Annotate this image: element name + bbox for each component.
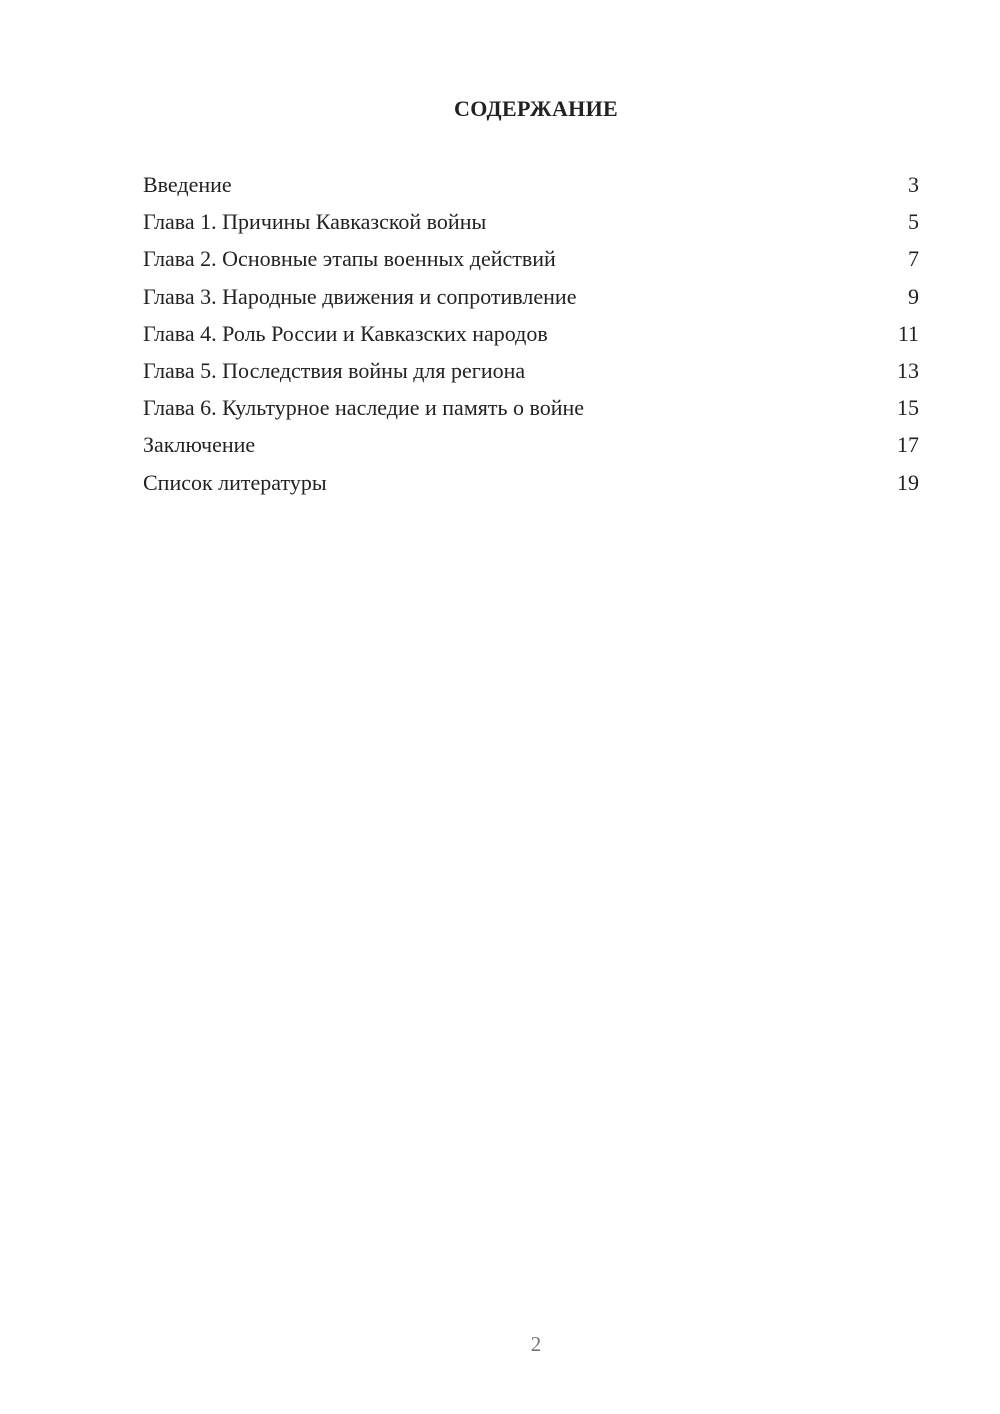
toc-entry-chapter-6[interactable] [143, 389, 919, 426]
toc-entry-label: Глава 3. Народные движения и сопротивление [143, 283, 577, 309]
toc-entry-page: 17 [897, 432, 919, 458]
toc-entry-chapter-2[interactable] [143, 240, 919, 277]
toc-entry-page: 19 [897, 469, 919, 495]
toc-entry-chapter-1[interactable] [143, 203, 919, 240]
toc-entry-page: 5 [908, 209, 919, 235]
page-title: СОДЕРЖАНИЕ [454, 96, 618, 121]
toc-entry-label: Глава 5. Последствия войны для региона [143, 357, 526, 383]
toc-entry-label: Глава 4. Роль России и Кавказских народов [143, 320, 548, 346]
toc-entry-bibliography[interactable] [143, 464, 919, 501]
toc-entry-introduction[interactable] [143, 166, 919, 203]
table-of-contents [143, 166, 919, 501]
page-number: 2 [530, 1332, 542, 1356]
toc-entry-page: 3 [908, 172, 919, 197]
toc-entry-label: Список литературы [143, 469, 327, 495]
toc-entry-conclusion[interactable] [143, 426, 919, 463]
toc-entry-chapter-5[interactable] [143, 352, 919, 389]
toc-entry-page: 9 [908, 283, 919, 309]
toc-entry-label: Заключение [143, 432, 256, 458]
toc-entry-chapter-3[interactable] [143, 278, 919, 315]
toc-entry-label: Введение [143, 172, 232, 197]
toc-entry-label: Глава 2. Основные этапы военных действий [143, 246, 556, 272]
toc-entry-page: 15 [897, 395, 919, 421]
toc-entry-label: Глава 6. Культурное наследие и память о войне [143, 395, 585, 421]
toc-entry-page: 7 [908, 246, 919, 272]
toc-entry-chapter-4[interactable] [143, 315, 919, 352]
toc-entry-page: 13 [897, 357, 919, 383]
toc-entry-page: 11 [897, 320, 919, 346]
toc-entry-label: Глава 1. Причины Кавказской войны [143, 209, 487, 235]
